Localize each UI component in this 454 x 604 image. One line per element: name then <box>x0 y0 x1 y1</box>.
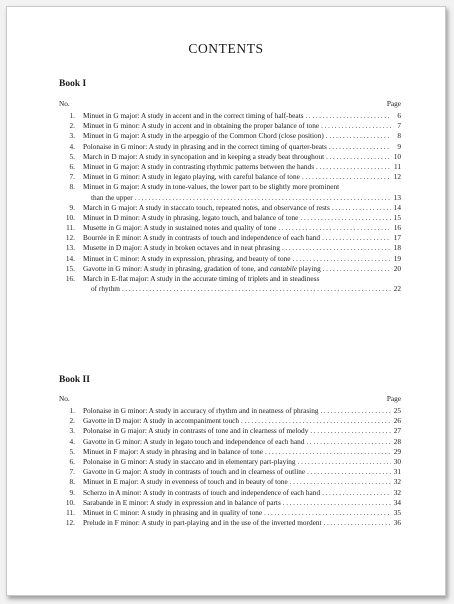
dot-leader <box>306 437 391 447</box>
entry-title <box>83 447 263 457</box>
entry-title-continuation: of rhythm <box>91 284 120 294</box>
entry-title-text: March in G major: A study in staccato touch, repeated notes, and observance of rests <box>83 202 330 212</box>
entry-page: 12 <box>393 172 401 182</box>
entry-page: 14 <box>393 202 401 212</box>
toc-entry <box>59 264 401 274</box>
toc-entry <box>59 406 401 416</box>
toc-entry <box>59 111 401 121</box>
entry-title <box>83 508 262 518</box>
book-1-entries <box>59 111 401 294</box>
entry-number: 6. <box>69 161 75 171</box>
book-2-column-headers <box>59 394 401 405</box>
dot-leader <box>316 162 391 172</box>
dot-leader <box>326 131 391 141</box>
entry-title <box>83 488 320 498</box>
dot-leader <box>322 233 391 243</box>
toc-entry <box>59 426 401 436</box>
entry-title-text: Prelude in F minor: A study in part-playing and in the use of the inverted mordent <box>83 518 322 528</box>
dot-leader <box>302 172 391 182</box>
book-1-heading: Book I <box>59 79 87 89</box>
entry-title-text: March in E-flat major: A study in the accurate timing of triplets and in steadiness <box>83 274 320 284</box>
entry-title <box>83 152 324 162</box>
toc-entry <box>59 182 401 202</box>
entry-title-text: Minuet in G major: A study in accent and in the correct timing of half-beats <box>83 111 304 120</box>
entry-page: 20 <box>393 263 401 273</box>
entry-page: 36 <box>393 518 401 528</box>
entry-title <box>83 518 322 528</box>
entry-number: 16. <box>65 274 75 284</box>
dot-leader <box>321 121 391 131</box>
entry-title <box>83 467 305 477</box>
dot-leader <box>265 447 391 457</box>
entry-title-text: Minuet in C minor: A study in phrasing and in quality of tone <box>83 507 263 517</box>
entry-number: 6. <box>69 456 75 466</box>
toc-entry <box>59 508 401 518</box>
entry-title-continuation: than the upper <box>91 192 133 202</box>
entry-page: 32 <box>393 477 401 487</box>
entry-number: 7. <box>69 172 75 182</box>
dot-leader <box>332 203 391 213</box>
column-no-label: No. <box>59 99 70 108</box>
entry-title <box>83 416 239 426</box>
entry-title-text: Musette in D major: A study in broken octaves and in neat phrasing <box>83 243 280 253</box>
entry-page: 11 <box>393 161 401 171</box>
entry-title <box>83 182 339 192</box>
entry-page: 26 <box>393 416 401 426</box>
dot-leader <box>329 142 391 152</box>
entry-title <box>83 233 320 243</box>
entry-page: 30 <box>393 456 401 466</box>
toc-entry <box>59 233 401 243</box>
entry-page: 25 <box>393 406 401 415</box>
entry-number: 10. <box>65 212 75 222</box>
entry-page: 9 <box>397 141 401 151</box>
book-2-entries <box>59 406 401 528</box>
entry-page: 29 <box>393 446 401 456</box>
entry-number: 8. <box>69 477 75 487</box>
entry-title-text: Minuet in G minor: A study in legato playing, with careful balance of tone <box>83 172 300 182</box>
entry-number: 13. <box>65 243 75 253</box>
entry-title-text: Scherzo in A minor: A study in contrasts of touch and independence of each hand <box>83 487 321 497</box>
entry-title-text: Musette in G major: A study in sustained notes and quality of tone <box>83 223 277 233</box>
entry-title <box>83 406 319 416</box>
entry-title-text: Polonaise in G minor: A study in phrasing and in the correct timing of quarter-beats <box>83 141 327 151</box>
toc-entry <box>59 477 401 487</box>
entry-number: 12. <box>65 233 75 243</box>
book-1-column-headers <box>59 99 401 110</box>
dot-leader <box>305 111 391 121</box>
toc-entry <box>59 254 401 264</box>
entry-title <box>83 172 300 182</box>
entry-title-text: Sarabande in E minor: A study in expression and in balance of parts <box>83 497 281 507</box>
entry-title <box>83 477 288 487</box>
entry-page: 22 <box>393 284 401 294</box>
dot-leader <box>264 508 391 518</box>
dot-leader <box>135 193 391 203</box>
entry-number: 10. <box>65 497 75 507</box>
entry-page: 32 <box>393 487 401 497</box>
dot-leader <box>278 223 391 233</box>
dot-leader <box>326 152 391 162</box>
dot-leader <box>298 457 391 467</box>
dot-leader <box>307 467 391 477</box>
book-2-heading: Book II <box>59 375 90 385</box>
entry-number: 11. <box>66 223 75 233</box>
entry-title <box>83 142 327 152</box>
entry-number: 5. <box>69 151 75 161</box>
entry-title-text: Minuet in C minor: A study in expression, phrasing, and beauty of tone <box>83 253 291 263</box>
entry-title <box>83 426 308 436</box>
entry-title-text: Bourrée in E minor: A study in contrasts of touch and independence of each hand <box>83 233 321 243</box>
toc-entry <box>59 416 401 426</box>
toc-entry <box>59 203 401 213</box>
entry-number: 9. <box>69 202 75 212</box>
entry-number: 4. <box>69 436 75 446</box>
toc-entry <box>59 131 401 141</box>
entry-title <box>83 203 330 213</box>
entry-title <box>83 111 303 121</box>
entry-title-text: Minuet in G major: A study in the arpeggio of the Common Chord (close position) <box>83 131 324 141</box>
entry-page: 27 <box>393 426 401 436</box>
toc-entry <box>59 152 401 162</box>
entry-title-text: Minuet in E major: A study in evenness of touch and in beauty of tone <box>83 477 288 487</box>
entry-page: 35 <box>393 507 401 517</box>
dot-leader <box>290 477 391 487</box>
dot-leader <box>282 243 391 253</box>
page-title: CONTENTS <box>188 41 264 56</box>
entry-title-text: Minuet in F major: A study in phrasing and in balance of tone <box>83 446 263 456</box>
entry-number: 14. <box>65 253 75 263</box>
entry-title-text: Minuet in G major: A study in tone-values, the lower part to be slightly more prominent <box>83 182 340 192</box>
entry-title <box>83 213 298 223</box>
entry-title <box>83 457 296 467</box>
entry-title <box>83 254 291 264</box>
entry-page: 17 <box>393 233 401 243</box>
entry-number: 3. <box>69 426 75 436</box>
entry-title-text: Minuet in D minor: A study in phrasing, legato touch, and balance of tone <box>83 212 299 222</box>
toc-entry <box>59 223 401 233</box>
entry-page: 8 <box>397 131 401 141</box>
entry-page: 7 <box>397 121 401 131</box>
dot-leader <box>283 498 391 508</box>
toc-entry <box>59 172 401 182</box>
contents-page <box>6 6 446 596</box>
entry-number: 1. <box>69 111 75 120</box>
entry-title <box>83 498 281 508</box>
dot-leader <box>122 284 391 294</box>
entry-title <box>83 121 319 131</box>
toc-entry <box>59 457 401 467</box>
dot-leader <box>324 518 391 528</box>
dot-leader <box>321 406 392 416</box>
entry-title-text-after: playing <box>297 263 321 273</box>
entry-title-text: Gavotte in D major: A study in accompaniment touch <box>83 416 240 426</box>
entry-number: 5. <box>69 446 75 456</box>
toc-entry <box>59 142 401 152</box>
entry-title-italic: cantabile <box>269 263 298 273</box>
entry-title <box>83 437 304 447</box>
entry-page: 19 <box>393 253 401 263</box>
column-page-label: Page <box>386 394 401 403</box>
entry-title-text: Gavotte in G minor: A study in phrasing, gradation of tone, and <box>83 263 270 273</box>
entry-number: 11. <box>66 507 75 517</box>
entry-title-text: Polonaise in G major: A study in contrasts of tone and in clearness of melody <box>83 426 309 436</box>
entry-number: 1. <box>69 406 75 415</box>
entry-number: 9. <box>69 487 75 497</box>
dot-leader <box>241 416 391 426</box>
entry-number: 3. <box>69 131 75 141</box>
entry-number: 8. <box>69 182 75 192</box>
column-no-label: No. <box>59 394 70 403</box>
dot-leader <box>310 426 391 436</box>
entry-title-text: March in D major: A study in syncopation and in keeping a steady beat throughout <box>83 151 325 161</box>
column-page-label: Page <box>386 99 401 108</box>
entry-page: 6 <box>397 111 401 120</box>
toc-entry <box>59 518 401 528</box>
entry-page: 13 <box>393 192 401 202</box>
entry-title-text: Polonaise in G minor: A study in staccato and in elementary part-playing <box>83 456 296 466</box>
entry-number: 15. <box>65 263 75 273</box>
toc-entry <box>59 243 401 253</box>
toc-entry <box>59 121 401 131</box>
dot-leader <box>323 264 391 274</box>
entry-page: 28 <box>393 436 401 446</box>
toc-entry <box>59 488 401 498</box>
entry-number: 12. <box>65 518 75 528</box>
entry-title <box>83 243 280 253</box>
entry-title <box>83 274 319 284</box>
entry-title-text: Gavotte in G minor: A study in legato touch and independence of each hand <box>83 436 305 446</box>
toc-entry <box>59 498 401 508</box>
toc-entry <box>59 213 401 223</box>
dot-leader <box>293 254 391 264</box>
entry-title-text: Minuet in G major: A study in contrasting rhythmic patterns between the hands <box>83 161 315 171</box>
entry-number: 4. <box>69 141 75 151</box>
entry-number: 2. <box>69 416 75 426</box>
entry-page: 31 <box>393 467 401 477</box>
entry-number: 7. <box>69 467 75 477</box>
entry-page: 34 <box>393 497 401 507</box>
entry-page: 15 <box>393 212 401 222</box>
toc-entry <box>59 437 401 447</box>
entry-page: 16 <box>393 223 401 233</box>
entry-title <box>83 162 314 172</box>
entry-title <box>83 223 276 233</box>
entry-title-text: Gavotte in G major: A study in contrasts of touch and in clearness of outline <box>83 467 306 477</box>
entry-title-text: Minuet in G minor: A study in accent and in obtaining the proper balance of tone <box>83 121 320 131</box>
entry-title <box>83 131 324 141</box>
toc-entry <box>59 162 401 172</box>
toc-entry <box>59 467 401 477</box>
entry-page: 10 <box>393 151 401 161</box>
entry-title-text: Polonaise in G minor: A study in accuracy of rhythm and in neatness of phrasing <box>83 406 319 415</box>
dot-leader <box>322 488 391 498</box>
entry-number: 2. <box>69 121 75 131</box>
dot-leader <box>300 213 391 223</box>
toc-entry <box>59 447 401 457</box>
toc-entry <box>59 274 401 294</box>
entry-page: 18 <box>393 243 401 253</box>
entry-title <box>83 264 321 274</box>
